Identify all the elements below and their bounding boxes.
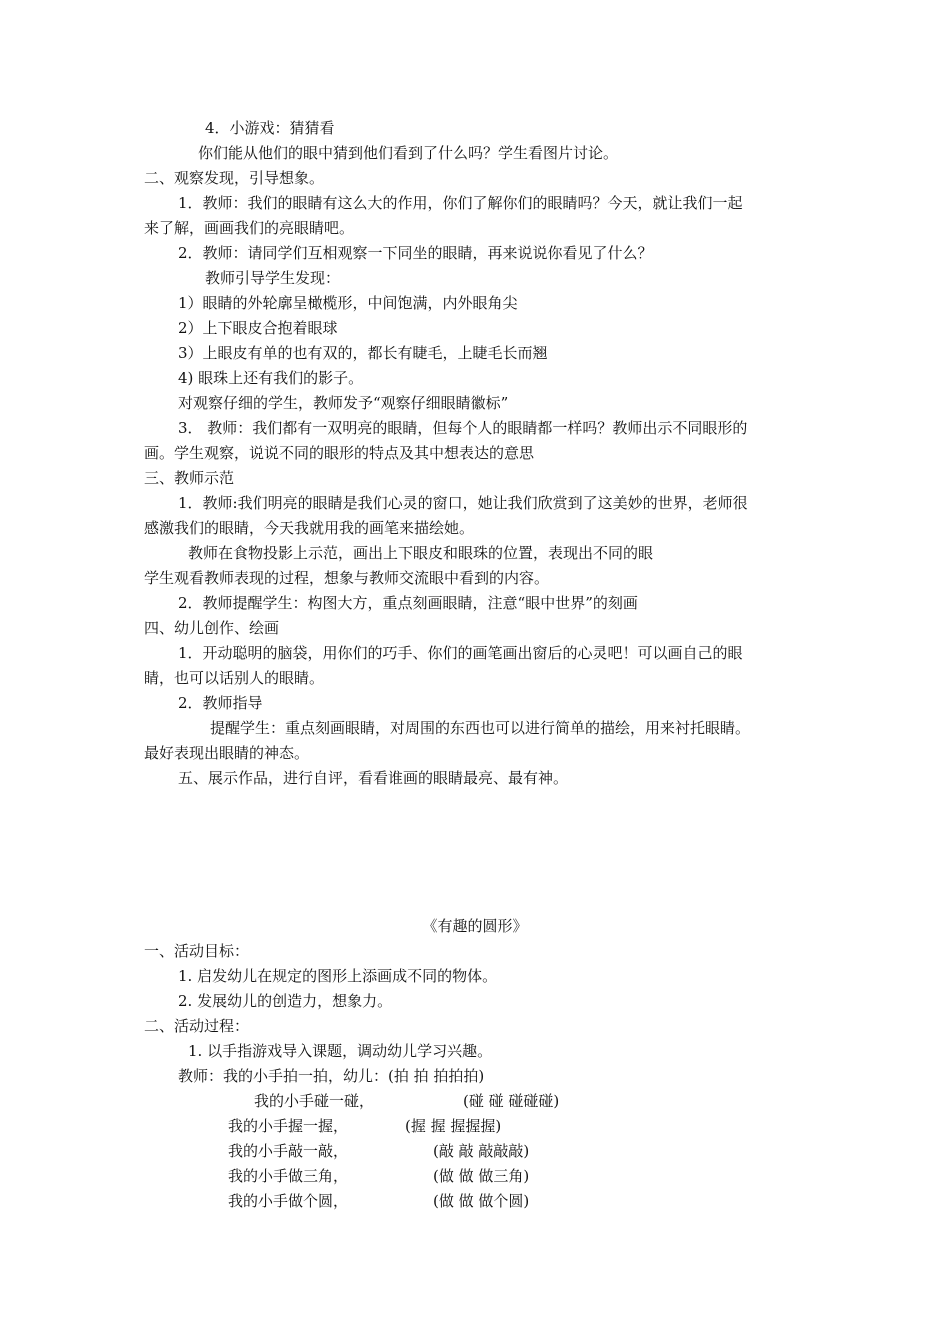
text-line: 提醒学生：重点刻画眼睛，对周围的东西也可以进行简单的描绘，用来衬托眼睛。: [210, 719, 751, 737]
list-item: 3）上眼皮有单的也有双的，都长有睫毛，上睫毛长而翘: [178, 344, 548, 362]
text-line: 你们能从他们的眼中猜到他们看到了什么吗？学生看图片讨论。: [198, 144, 619, 162]
text-line: 1．教师：我们的眼睛有这么大的作用，你们了解你们的眼睛吗？今天，就让我们一起: [178, 194, 743, 212]
lesson-title: 《有趣的圆形》: [422, 917, 528, 935]
text-line: 2．教师：请同学们互相观察一下同坐的眼睛，再来说说你看见了什么？: [178, 244, 653, 262]
list-item: 2）上下眼皮合抱着眼球: [178, 319, 338, 337]
text-line: 睛，也可以话别人的眼睛。: [144, 669, 325, 687]
rhyme-line: 我的小手敲一敲，: [228, 1142, 349, 1160]
rhyme-response: (握 握 握握握): [405, 1117, 502, 1135]
text-line: 4．小游戏：猜猜看: [205, 119, 335, 137]
list-item: 4) 眼珠上还有我们的影子。: [178, 369, 364, 387]
section-heading: 四、幼儿创作、绘画: [144, 619, 280, 637]
rhyme-line: 我的小手做个圆，: [228, 1192, 349, 1210]
text-line: 对观察仔细的学生，教师发予“观察仔细眼睛徽标”: [178, 394, 509, 412]
text-line: 1．教师:我们明亮的眼睛是我们心灵的窗口，她让我们欣赏到了这美妙的世界，老师很: [178, 494, 748, 512]
list-item: 1. 以手指游戏导入课题，调动幼儿学习兴趣。: [188, 1042, 493, 1060]
section-heading: 五、展示作品，进行自评，看看谁画的眼睛最亮、最有神。: [178, 769, 569, 787]
text-line: 2．教师指导: [178, 694, 263, 712]
rhyme-response: (做 做 做个圆): [433, 1192, 530, 1210]
section-heading: 二、活动过程：: [144, 1017, 250, 1035]
section-heading: 二、观察发现，引导想象。: [144, 169, 325, 187]
text-line: 来了解，画画我们的亮眼睛吧。: [144, 219, 355, 237]
text-line: 教师在食物投影上示范，画出上下眼皮和眼珠的位置，表现出不同的眼: [188, 544, 654, 562]
text-line: 2．教师提醒学生：构图大方，重点刻画眼睛，注意“眼中世界”的刻画: [178, 594, 638, 612]
section-heading: 一、活动目标：: [144, 942, 250, 960]
rhyme-line: 我的小手碰一碰，: [254, 1092, 375, 1110]
text-line: 3． 教师：我们都有一双明亮的眼睛，但每个人的眼睛都一样吗？教师出示不同眼形的: [178, 419, 748, 437]
section-heading: 三、教师示范: [144, 469, 235, 487]
rhyme-response: (碰 碰 碰碰碰): [463, 1092, 560, 1110]
list-item: 1. 启发幼儿在规定的图形上添画成不同的物体。: [178, 967, 498, 985]
text-line: 教师：我的小手拍一拍，幼儿：(拍 拍 拍拍拍): [178, 1067, 485, 1085]
rhyme-line: 我的小手做三角，: [228, 1167, 349, 1185]
rhyme-response: (做 做 做三角): [433, 1167, 530, 1185]
list-item: 2. 发展幼儿的创造力，想象力。: [178, 992, 393, 1010]
text-line: 1．开动聪明的脑袋，用你们的巧手、你们的画笔画出窗后的心灵吧！可以画自己的眼: [178, 644, 743, 662]
text-line: 画。学生观察，说说不同的眼形的特点及其中想表达的意思: [144, 444, 535, 462]
text-line: 最好表现出眼睛的神态。: [144, 744, 310, 762]
text-line: 感激我们的眼睛，今天我就用我的画笔来描绘她。: [144, 519, 475, 537]
rhyme-line: 我的小手握一握，: [228, 1117, 349, 1135]
rhyme-response: (敲 敲 敲敲敲): [433, 1142, 530, 1160]
text-line: 教师引导学生发现：: [205, 269, 341, 287]
text-line: 学生观看教师表现的过程，想象与教师交流眼中看到的内容。: [144, 569, 550, 587]
list-item: 1）眼睛的外轮廓呈橄榄形，中间饱满，内外眼角尖: [178, 294, 518, 312]
